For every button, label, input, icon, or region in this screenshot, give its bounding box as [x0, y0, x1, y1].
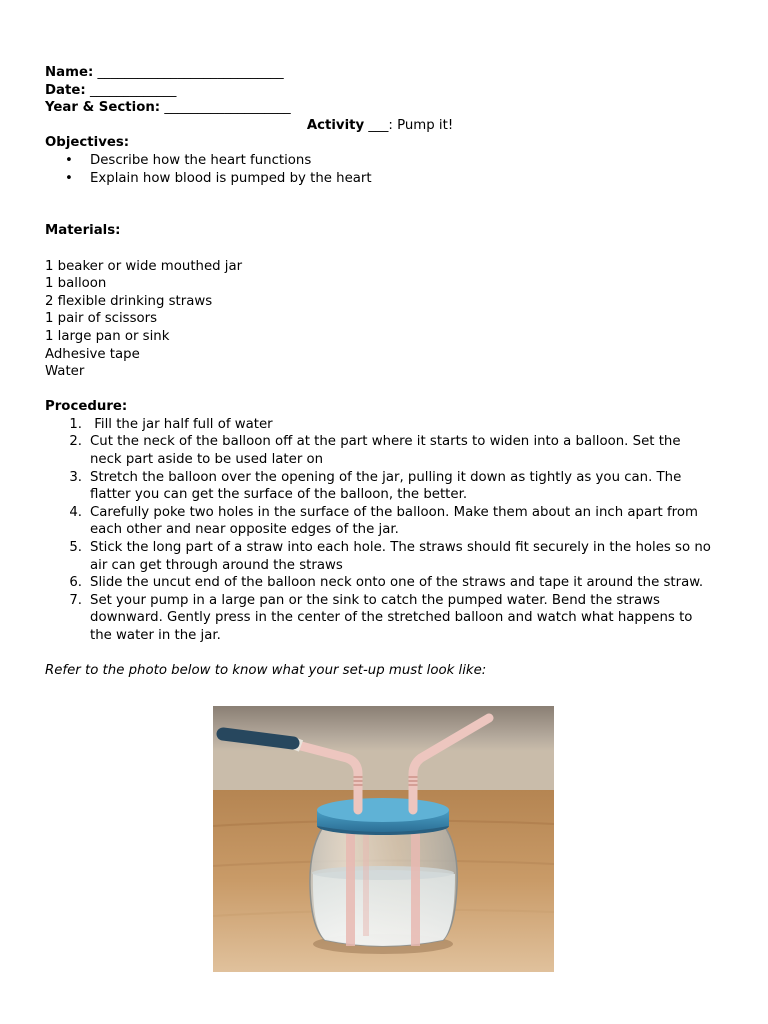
activity-title [45, 117, 715, 135]
section-line [45, 99, 715, 117]
step-number: 1. [69, 416, 82, 432]
step-number: 6. [69, 575, 82, 591]
activity-blank[interactable]: ___ [368, 117, 389, 133]
spacer [45, 381, 715, 399]
procedure-step [45, 574, 715, 592]
step-number: 3. [69, 469, 82, 485]
step-number: 5. [69, 540, 82, 556]
procedure-step [45, 416, 715, 434]
activity-name: : Pump it! [388, 117, 454, 133]
procedure-step [45, 433, 715, 468]
step-number: 7. [69, 592, 82, 608]
step-number: 2. [69, 434, 82, 450]
step-text: Slide the uncut end of the balloon neck onto one of the straws and tape it around the straw. [90, 575, 704, 591]
objective-item: • Explain how blood is pumped by the heart [45, 170, 715, 188]
photo-instruction: Refer to the photo below to know what your set-up must look like: [45, 663, 487, 679]
spacer [45, 645, 715, 663]
step-number: 4. [69, 504, 82, 520]
materials-heading: Materials: [45, 223, 121, 239]
date-blank[interactable]: _____________ [89, 82, 177, 98]
procedure-step [45, 504, 715, 539]
spacer [45, 240, 715, 258]
step-text: Carefully poke two holes in the surface of the balloon. Make them about an inch apart from each other and near opposite edges of the jar. [90, 504, 698, 538]
procedure-step [45, 592, 715, 645]
date-label: Date: [45, 82, 86, 98]
material-item: 1 balloon [45, 276, 107, 292]
name-line [45, 64, 715, 82]
objectives-list [45, 152, 715, 187]
material-item: 1 pair of scissors [45, 311, 158, 327]
objective-item: • Describe how the heart functions [45, 152, 715, 170]
material-item: 1 beaker or wide mouthed jar [45, 258, 243, 274]
objectives-heading: Objectives: [45, 135, 130, 151]
date-line [45, 82, 715, 100]
step-text: Set your pump in a large pan or the sink to catch the pumped water. Bend the straws downward. Gently press in the center of the stretched balloon and watch what happens to the water in the jar. [90, 592, 693, 643]
procedure-step [45, 539, 715, 574]
step-text: Stretch the balloon over the opening of the jar, pulling it down as tightly as you can. The flatter you can get the surface of the balloon, the better. [90, 469, 682, 503]
step-text: Cut the neck of the balloon off at the part where it starts to widen into a balloon. Set the neck part aside to be used later on [90, 434, 681, 468]
name-blank[interactable]: ____________________________ [97, 65, 284, 80]
material-item: 2 flexible drinking straws [45, 293, 213, 309]
activity-label: Activity [306, 117, 365, 133]
section-label: Year & Section: [45, 100, 161, 116]
spacer [45, 187, 715, 222]
material-item: 1 large pan or sink [45, 328, 170, 344]
section-blank[interactable]: ___________________ [164, 100, 291, 116]
procedure-list [45, 416, 715, 645]
setup-photo [213, 706, 554, 972]
material-item: Adhesive tape [45, 346, 140, 362]
procedure-step [45, 469, 715, 504]
procedure-heading: Procedure: [45, 399, 128, 415]
name-label: Name: [45, 65, 94, 80]
material-item: Water [45, 364, 85, 380]
worksheet-content [45, 64, 715, 680]
step-text: Stick the long part of a straw into each hole. The straws should fit securely in the holes so no air can get through around the straws [90, 540, 711, 573]
step-text: Fill the jar half full of water [90, 416, 273, 432]
materials-list [45, 258, 715, 381]
